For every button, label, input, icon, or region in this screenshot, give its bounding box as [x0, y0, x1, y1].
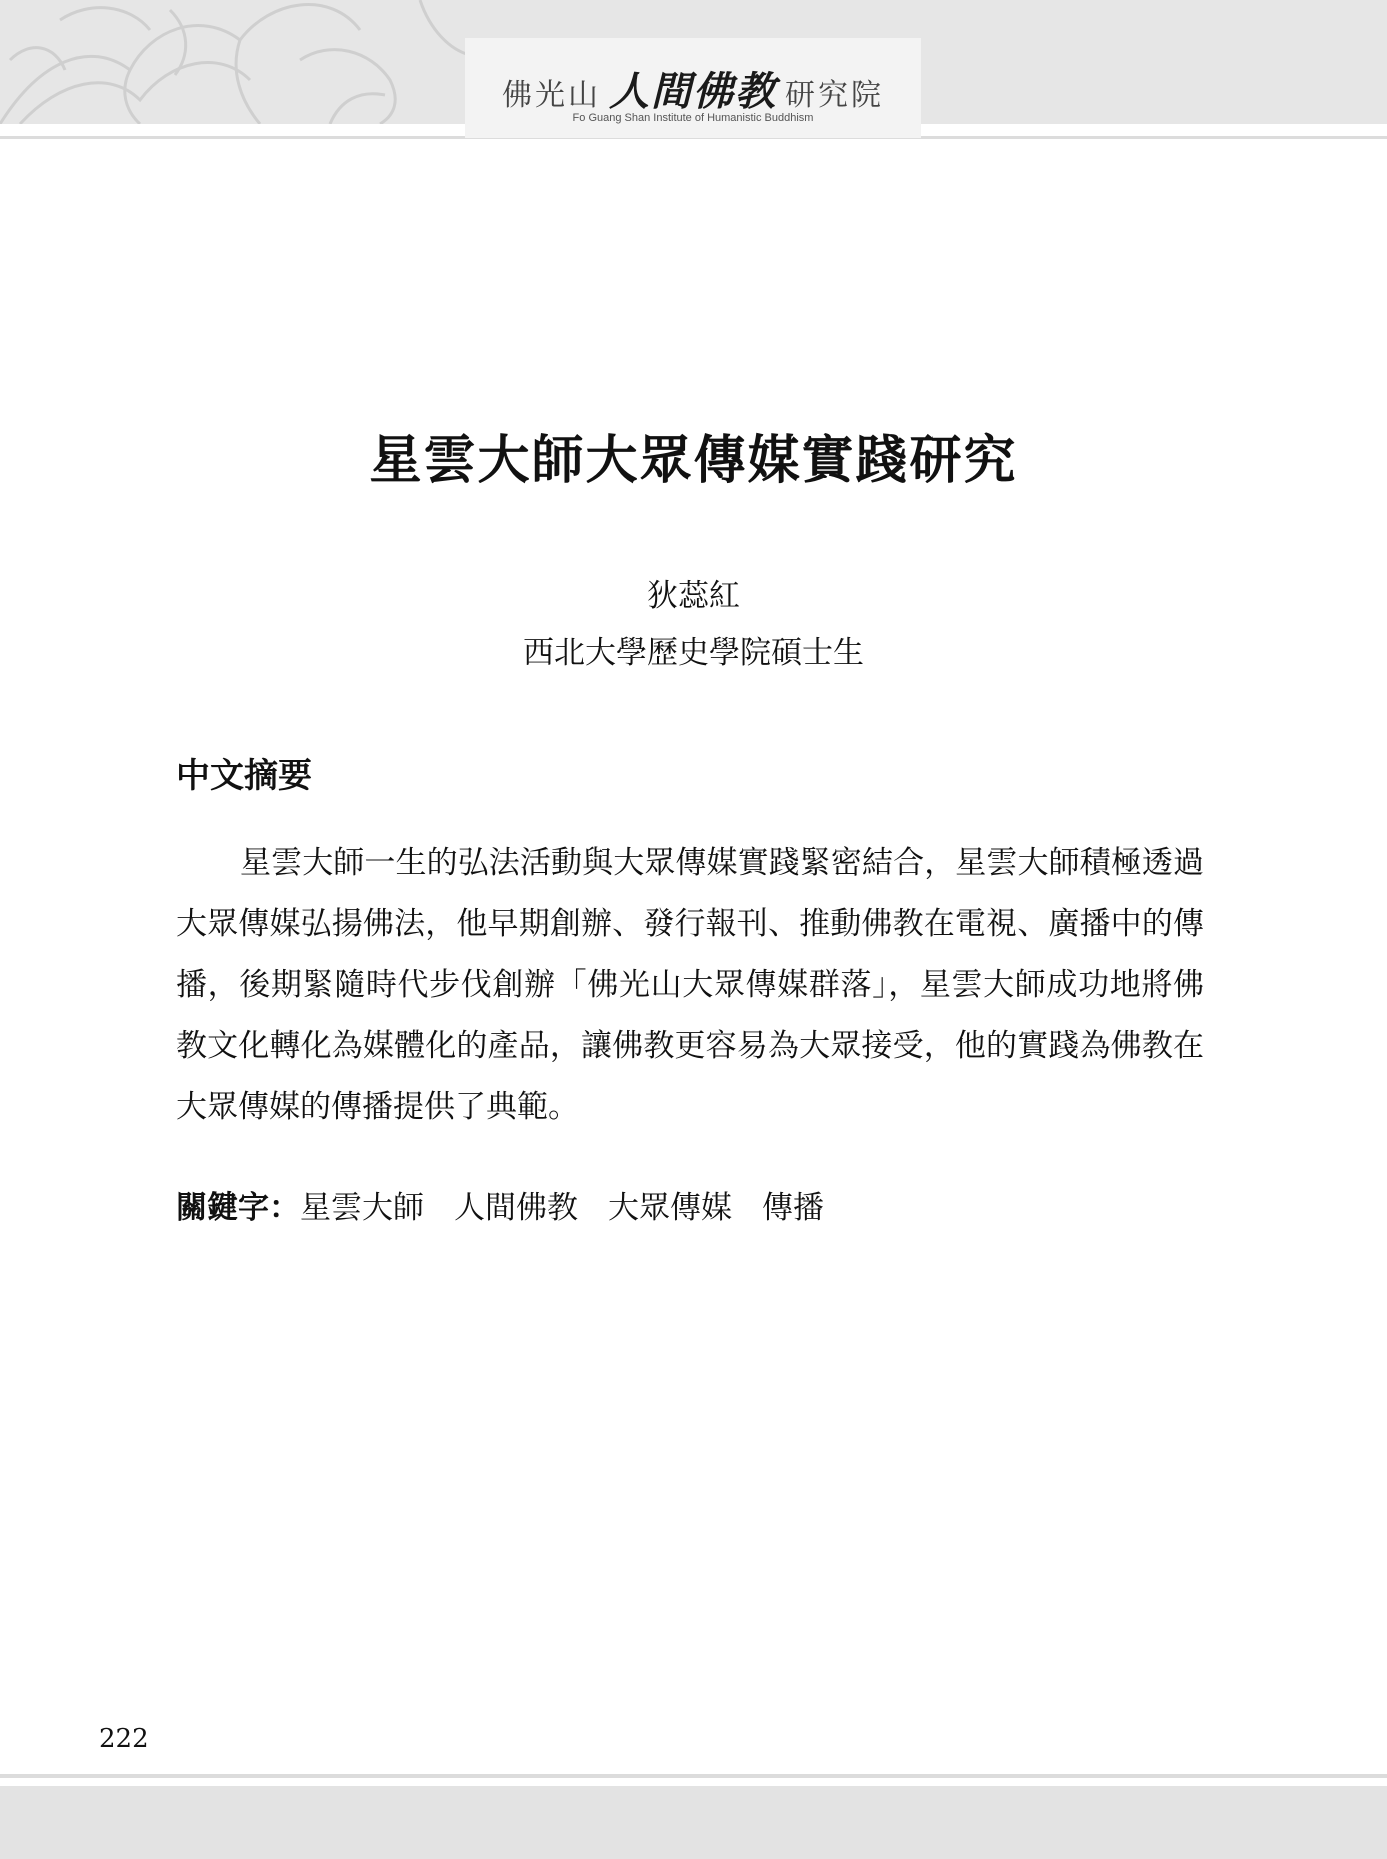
page-number: 222: [99, 1724, 149, 1754]
author-affiliation: 西北大學歷史學院碩士生: [523, 635, 864, 671]
institute-logo: [465, 38, 921, 138]
footer-band: [0, 1786, 1387, 1859]
lotus-ornament-icon: [0, 0, 470, 124]
article-title: 星雲大師大眾傳媒實踐研究: [369, 430, 1018, 491]
keyword: 大眾傳媒: [608, 1190, 732, 1226]
keywords-label: 關鍵字：: [176, 1190, 300, 1226]
institute-brush-text: 人間佛教: [609, 68, 777, 115]
abstract-heading: 中文摘要: [176, 756, 312, 796]
institute-english-name: Fo Guang Shan Institute of Humanistic Buddhism: [572, 112, 814, 124]
author-name: 狄蕊紅: [647, 578, 740, 614]
keywords-line: [176, 1182, 854, 1227]
footer-divider: [0, 1774, 1387, 1778]
institute-suffix: 研究院: [785, 78, 884, 113]
abstract-body: 星雲大師一生的弘法活動與大眾傳媒實踐緊密結合，星雲大師積極透過大眾傳媒弘揚佛法，他早期創辦、發行報刊、推動佛教在電視、廣播中的傳播，後期緊隨時代步伐創辦「佛光山大眾傳媒群落」，星雲大師成功地將佛教文化轉化為媒體化的產品，讓佛教更容易為大眾接受，他的實踐為佛教在大眾傳媒的傳播提供了典範。: [176, 845, 1204, 1125]
keyword: 星雲大師: [300, 1190, 424, 1226]
keyword: 傳播: [762, 1190, 824, 1226]
keyword: 人間佛教: [454, 1190, 578, 1226]
institute-name: [465, 60, 921, 117]
institute-prefix: 佛光山: [502, 78, 601, 113]
